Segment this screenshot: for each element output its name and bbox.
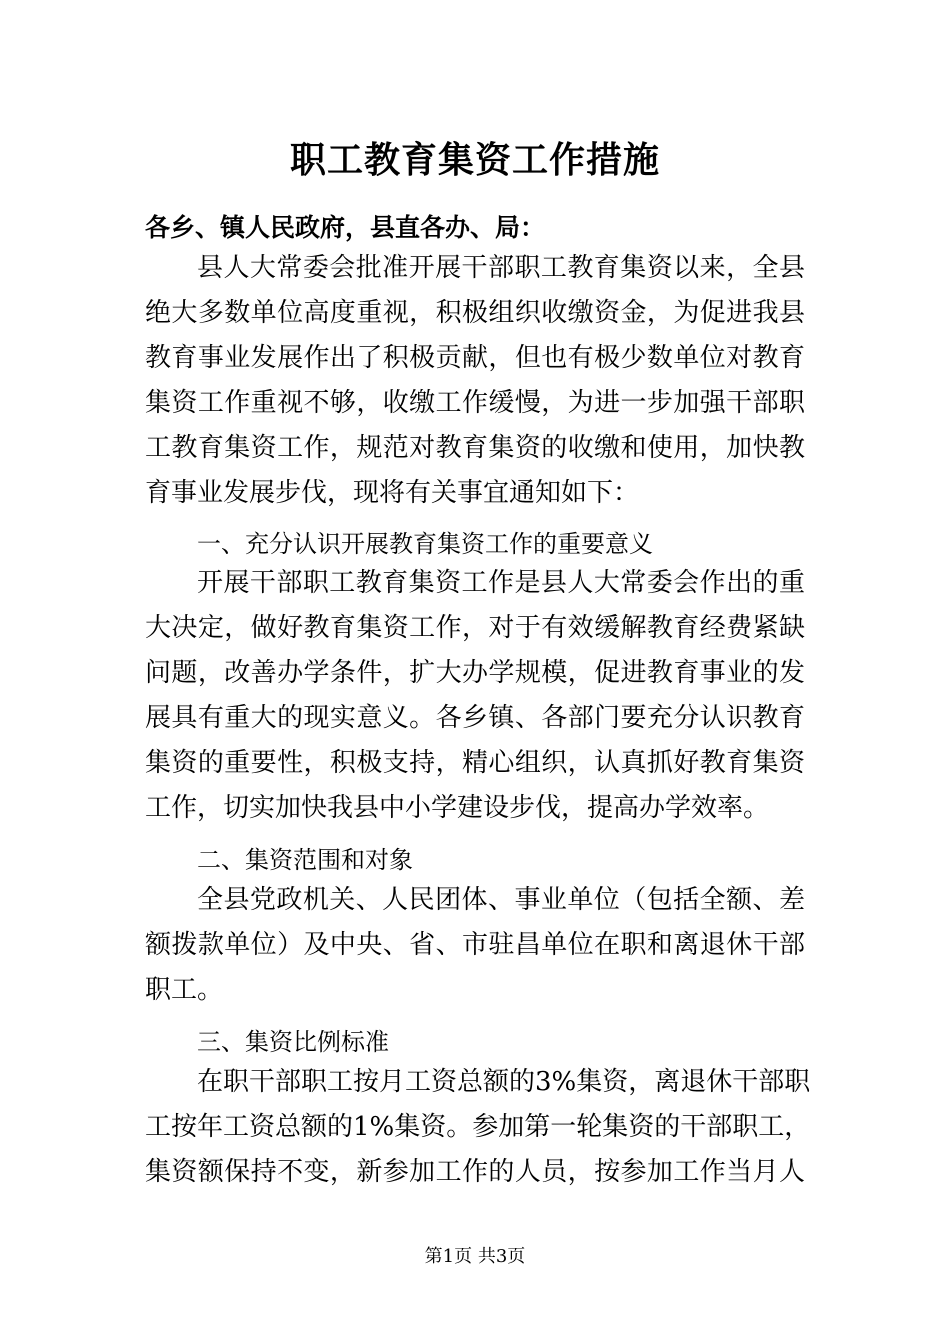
paragraph-line: 大决定，做好教育集资工作，对于有效缓解教育经费紧缺 <box>145 613 805 643</box>
page-number: 第1页 共3页 <box>424 1246 526 1267</box>
section-heading: 二、集资范围和对象 <box>197 846 413 874</box>
paragraph-line: 开展干部职工教育集资工作是县人大常委会作出的重 <box>197 568 805 598</box>
paragraph-line: 工作，切实加快我县中小学建设步伐，提高办学效率。 <box>145 793 770 823</box>
paragraph-line: 问题，改善办学条件，扩大办学规模，促进教育事业的发 <box>145 658 805 688</box>
paragraph-line: 集资工作重视不够，收缴工作缓慢，为进一步加强干部职 <box>145 388 805 418</box>
paragraph-line: 职工。 <box>145 975 224 1005</box>
document-title: 职工教育集资工作措施 <box>289 139 660 181</box>
paragraph-line: 县人大常委会批准开展干部职工教育集资以来，全县 <box>197 253 805 283</box>
paragraph-line: 绝大多数单位高度重视，积极组织收缴资金，为促进我县 <box>145 298 805 328</box>
paragraph-line: 工教育集资工作，规范对教育集资的收缴和使用，加快教 <box>145 433 805 463</box>
paragraph-line: 展具有重大的现实意义。各乡镇、各部门要充分认识教育 <box>145 703 805 733</box>
salutation: 各乡、镇人民政府，县直各办、局： <box>145 213 546 242</box>
paragraph-line: 育事业发展步伐，现将有关事宜通知如下： <box>145 478 640 508</box>
paragraph-line: 在职干部职工按月工资总额的3%集资，离退休干部职 <box>197 1067 811 1097</box>
paragraph-line: 集资的重要性，积极支持，精心组织，认真抓好教育集资 <box>145 748 805 778</box>
paragraph-line: 额拨款单位）及中央、省、市驻昌单位在职和离退休干部 <box>145 930 805 960</box>
section-heading: 三、集资比例标准 <box>197 1028 389 1056</box>
paragraph-line: 工按年工资总额的1%集资。参加第一轮集资的干部职工， <box>145 1112 811 1142</box>
paragraph-line: 全县党政机关、人民团体、事业单位（包括全额、差 <box>197 885 805 915</box>
paragraph-line: 教育事业发展作出了积极贡献，但也有极少数单位对教育 <box>145 343 805 373</box>
section-heading: 一、充分认识开展教育集资工作的重要意义 <box>197 530 653 558</box>
paragraph-line: 集资额保持不变，新参加工作的人员，按参加工作当月人 <box>145 1157 805 1187</box>
